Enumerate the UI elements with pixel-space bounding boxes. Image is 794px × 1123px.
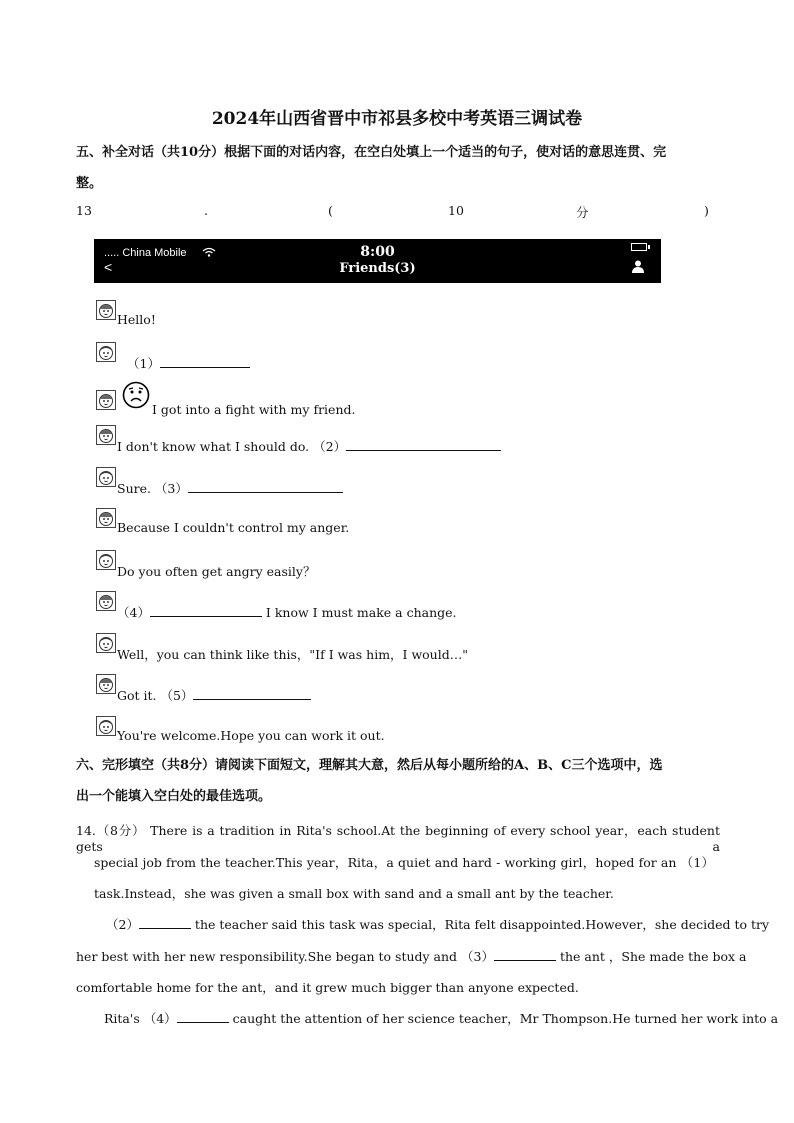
page-title: 2024年山西省晋中市祁县多校中考英语三调试卷 [211,109,583,129]
battery-icon [631,243,647,251]
passage-line-3: task.Instead，she was given a small box with sand and a small ant by the teacher. [94,886,614,901]
back-chevron-icon[interactable]: < [104,259,113,275]
dialogue-line-11: You're welcome.Hope you can work it out. [117,728,385,743]
section-5-line-1: 五、补全对话（共10分）根据下面的对话内容，在空白处填上一个适当的句子，使对话的意思连贯、完 [76,145,667,160]
blank-5[interactable] [193,687,311,700]
blank-1[interactable] [160,355,250,368]
score-value: 10 [448,203,464,218]
sad-face-icon [122,381,150,413]
dialogue-line-9: Well，you can think like this，"If I was him，I would…" [117,647,468,662]
passage-line-7: Rita's （4） caught the attention of her science teacher，Mr Thompson.He turned her work into a [104,1011,779,1026]
avatar-b-icon [96,633,116,653]
cloze-blank-4[interactable] [177,1010,229,1023]
cloze-blank-2[interactable] [139,916,191,929]
avatar-a-icon [96,674,116,694]
person-icon[interactable] [632,258,644,277]
dialogue-line-10: Got it. （5） [117,686,311,704]
avatar-b-icon [96,550,116,570]
carrier-label: ..... China Mobile [104,247,187,259]
avatar-a-icon [96,390,116,410]
question-13-line [76,203,720,227]
score-open-paren: ( [328,203,333,218]
avatar-a-icon [96,591,116,611]
section-5-heading [76,137,720,199]
dialogue-line-8: （4） I know I must make a change. [117,605,457,620]
dialogue-line-3: I got into a fight with my friend. [152,402,356,417]
avatar-b-icon [96,342,116,362]
section-6-line-2: 出一个能填入空白处的最佳选项。 [76,789,272,804]
avatar-a-icon [96,508,116,528]
dialogue-line-5: Sure. （3） [117,479,343,497]
score-close-paren: ) [704,203,709,218]
passage-line-2: special job from the teacher.This year，Rita，a quiet and hard - working girl，hoped for an （1） [94,855,714,870]
question-number: 13 [76,203,92,218]
blank-3[interactable] [188,480,343,493]
blank-4[interactable] [150,604,262,617]
phone-chat-header [94,239,661,283]
score-unit: 分 [576,205,589,220]
dialogue-line-1: Hello! [117,312,156,327]
section-5-line-2: 整。 [76,176,103,191]
dialogue-line-7: Do you often get angry easily？ [117,564,316,579]
passage-line-1: 14.（8分） There is a tradition in Rita's school.At the beginning of every school year，each student gets a [76,823,720,854]
passage-line-5: her best with her new responsibility.She began to study and （3） the ant ，She made the box a [76,949,747,964]
avatar-b-icon [96,467,116,487]
dialogue-line-4: I don't know what I should do. （2） [117,437,501,455]
status-time: 8:00 [360,244,395,260]
dialogue-line-2: （1） [117,354,250,372]
passage-line-6: comfortable home for the ant，and it grew much bigger than anyone expected. [76,980,579,995]
question-dot: . [204,203,208,218]
chat-title: Friends(3) [339,261,416,276]
avatar-a-icon [96,300,116,320]
passage-line-4: （2） the teacher said this task was special，Rita felt disappointed.However，she decided to try [106,917,770,932]
section-6-heading [76,750,720,812]
blank-2[interactable] [346,438,501,451]
cloze-blank-3[interactable] [494,948,556,961]
avatar-b-icon [96,716,116,736]
avatar-a-icon [96,425,116,445]
section-6-line-1: 六、完形填空（共8分）请阅读下面短文，理解其大意，然后从每小题所给的A、B、C三个选项中，选 [76,758,663,773]
dialogue-line-6: Because I couldn't control my anger. [117,520,350,535]
